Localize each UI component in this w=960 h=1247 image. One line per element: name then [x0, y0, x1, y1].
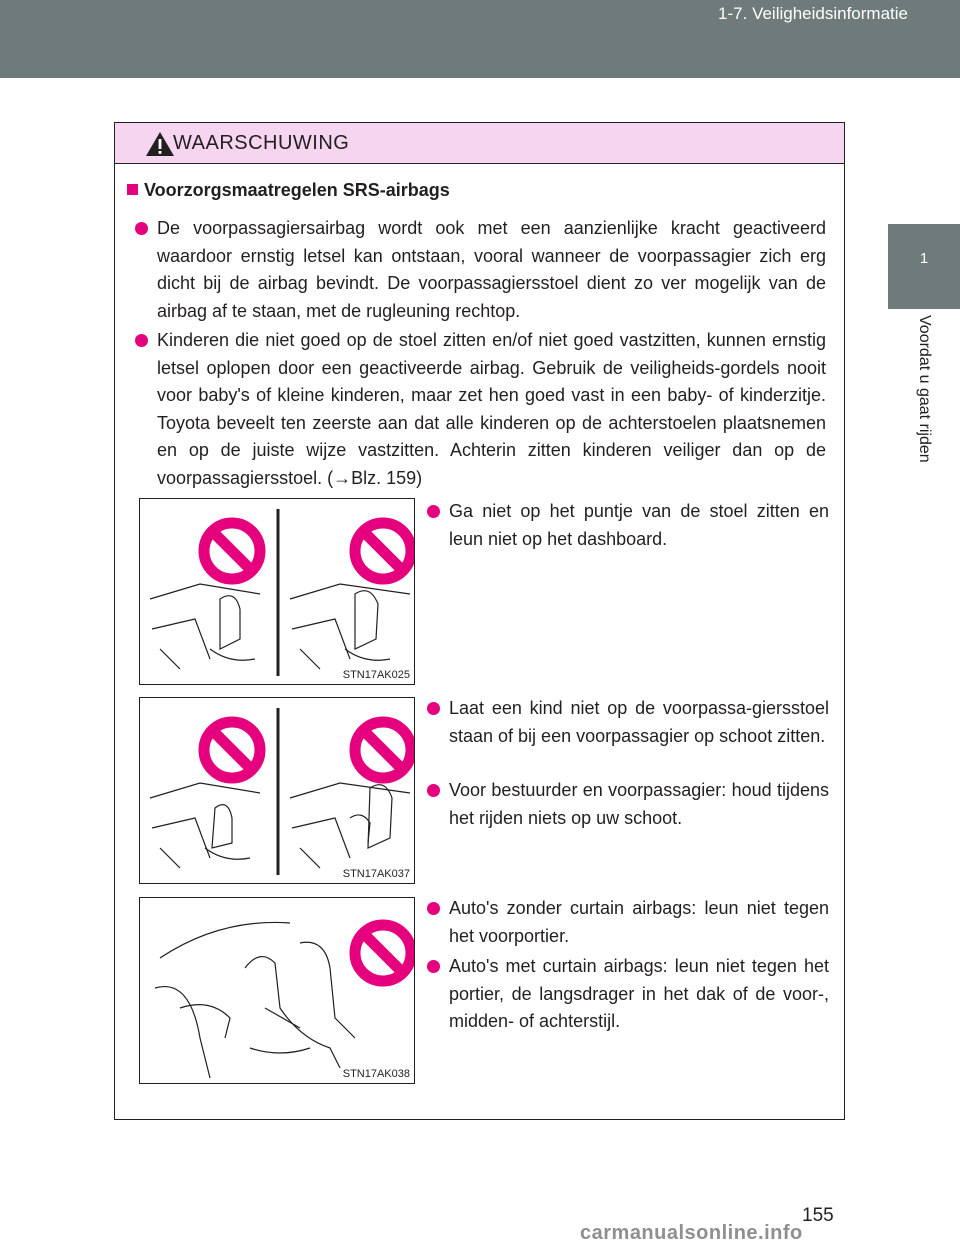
- bullet-item: [157, 215, 826, 325]
- illustration-drawing: [140, 698, 415, 884]
- bullet-text: De voorpassagiersairbag wordt ook met een aanzienlijke kracht geactiveerd waardoor ernstig letsel kan ontstaan, vooral wanneer de voorpassagier zich erg dicht bij de airbag bevindt. De voorpassagiersstoel dient zo ver mogelijk van de airbag af te staan, met de rugleuning rechtop.: [157, 218, 826, 321]
- figure-code: STN17AK038: [342, 1068, 410, 1080]
- chapter-title: Voordat u gaat rijden: [916, 315, 933, 463]
- bullet-dot-icon: [135, 222, 148, 235]
- bullet-text: Ga niet op het puntje van de stoel zitten en leun niet op het dashboard.: [449, 501, 829, 549]
- illustration-passenger-leaning: [139, 498, 415, 685]
- watermark: carmanualsonline.info: [580, 1222, 803, 1244]
- subheading-text: Voorzorgsmaatregelen SRS-airbags: [144, 180, 450, 200]
- illustration-drawing: [140, 499, 415, 685]
- bullet-item: [449, 895, 829, 950]
- warning-box: [114, 122, 845, 1120]
- bullet-text: Laat een kind niet op de voorpassa-giersstoel staan of bij een voorpassagier op schoot zitten.: [449, 698, 829, 746]
- page-number: 155: [802, 1205, 834, 1226]
- illustration-drawing: [140, 898, 415, 1084]
- bullet-text: Voor bestuurder en voorpassagier: houd tijdens het rijden niets op uw schoot.: [449, 780, 829, 828]
- bullet-item: [449, 953, 829, 1036]
- bullet-dot-icon: [427, 960, 440, 973]
- chapter-tab: [888, 224, 960, 309]
- bullet-dot-icon: [135, 334, 148, 347]
- section-title: 1-7. Veiligheidsinformatie: [718, 4, 908, 23]
- bullet-item: [157, 327, 826, 492]
- bullet-dot-icon: [427, 505, 440, 518]
- figure-code: STN17AK037: [342, 868, 410, 880]
- bullet-dot-icon: [427, 784, 440, 797]
- bullet-text: Auto's met curtain airbags: leun niet tegen het portier, de langsdrager in het dak of de voor-, midden- of achterstijl.: [449, 956, 829, 1031]
- bullet-text: Kinderen die niet goed op de stoel zitten en/of niet goed vastzitten, kunnen ernstig letsel oplopen door een geactiveerde airbag. Gebruik de veiligheids-gordels nooit voor baby's of kleine kinderen, maar zet hen goed vast in een baby- of kinderzitje. Toyota beveelt ten zeerste aan dat alle kinderen op de achterstoelen plaatsnemen en op de juiste wijze vastzitten. Achterin zitten kinderen veiliger dan op de voorpassagiersstoel. (→Blz. 159): [157, 330, 826, 488]
- side-tab-spacer: [888, 78, 960, 224]
- figure-code: STN17AK025: [342, 669, 410, 681]
- chapter-title-tab: [888, 309, 960, 609]
- page-header-bar: [0, 0, 960, 78]
- illustration-child-on-seat: [139, 697, 415, 884]
- warning-header: [115, 123, 844, 164]
- warning-triangle-icon: [145, 131, 175, 157]
- bullet-item: [449, 498, 829, 553]
- subheading: [127, 180, 450, 201]
- bullet-item: [449, 695, 829, 750]
- chapter-number: 1: [919, 250, 929, 267]
- bullet-item: [449, 777, 829, 832]
- illustration-leaning-on-door: [139, 897, 415, 1084]
- bullet-text: Auto's zonder curtain airbags: leun niet tegen het voorportier.: [449, 898, 829, 946]
- warning-title: WAARSCHUWING: [173, 132, 350, 154]
- bullet-dot-icon: [427, 902, 440, 915]
- bullet-dot-icon: [427, 702, 440, 715]
- square-bullet-icon: [127, 184, 138, 195]
